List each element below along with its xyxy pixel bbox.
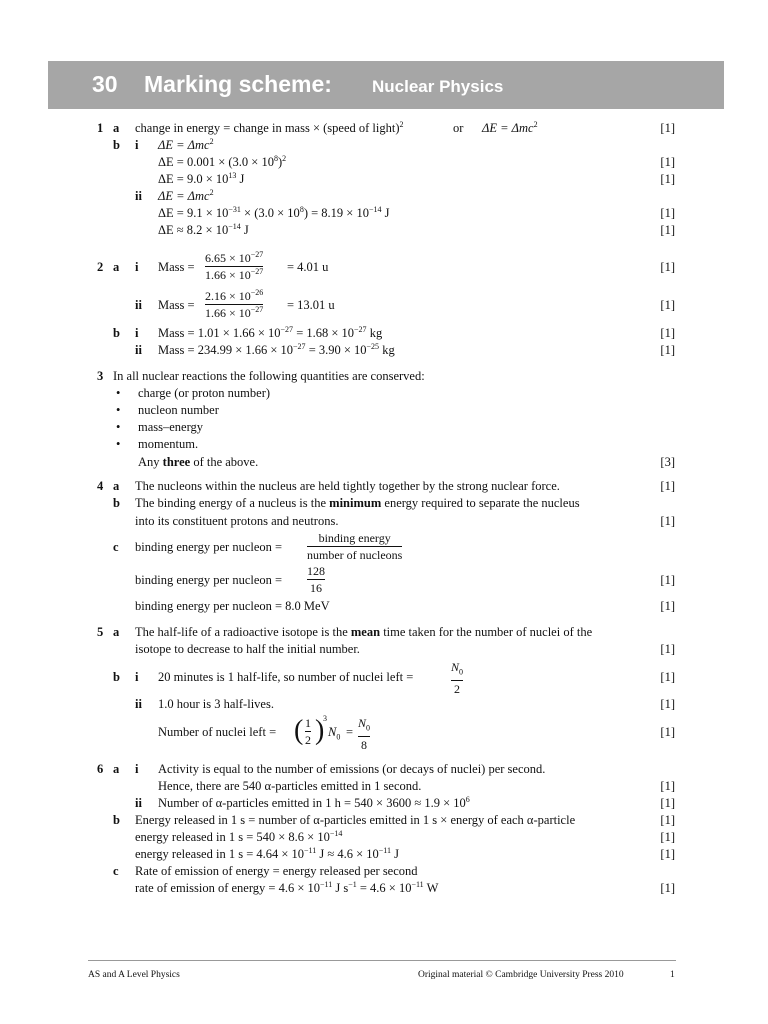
answer-text: binding energy per nucleon =: [135, 573, 283, 587]
answer-text: energy released in 1 $s = 4.64 \times 10^{-11}$ $J \approx 4.6 \times 10^{-11}$ J: [135, 846, 400, 861]
fraction: $6.65 \times 10^{-27}$ $1.66 \times 10^{-27}$: [205, 250, 264, 282]
page-title: Marking scheme:: [144, 71, 332, 97]
part-label: a: [113, 479, 120, 493]
subpart-label: i: [135, 260, 139, 274]
subpart-label: i: [135, 326, 139, 340]
mark: [1]: [660, 697, 675, 711]
mark: [1]: [660, 813, 675, 827]
mark: [1]: [660, 223, 675, 237]
subpart-label: ii: [135, 298, 142, 312]
mark: [1]: [660, 260, 675, 274]
subpart-label: i: [135, 762, 139, 776]
answer-text: =: [346, 725, 354, 739]
answer-text: binding energy per nucleon =: [135, 540, 283, 554]
answer-text: = 4.01 u: [287, 260, 329, 274]
answer-text: isotope to decrease to half the initial number.: [135, 642, 360, 656]
answer-text: Mass =: [158, 260, 195, 274]
part-label: a: [113, 260, 120, 274]
list-item: momentum.: [138, 437, 199, 451]
mark: [1]: [660, 881, 675, 895]
paren-left: (: [294, 715, 304, 746]
fraction: $N_0$ 8: [358, 716, 371, 753]
page-header: [48, 61, 724, 109]
question-number: 5: [97, 625, 104, 639]
answer-text: $\Delta E = 9.0 \times 10^{13}$ J: [158, 171, 245, 186]
fraction: binding energy number of nucleons: [307, 531, 403, 562]
mark: [1]: [660, 642, 675, 656]
answer-text: Any three of the above.: [138, 455, 259, 469]
part-label: a: [113, 762, 120, 776]
question-number: 3: [97, 369, 104, 383]
answer-text: Activity is equal to the number of emissions (or decays of nuclei) per second.: [158, 762, 546, 776]
mark: [1]: [660, 343, 675, 357]
answer-text: 1.0 hour is 3 half-lives.: [158, 697, 274, 711]
answer-text: Number of α-particles emitted in 1 $h = 540 \times 3600 \approx 1.9 \times 10^6$: [158, 795, 470, 810]
mark: [1]: [660, 172, 675, 186]
question-number: 2: [97, 260, 104, 274]
mark: [1]: [660, 599, 675, 613]
answer-text: binding energy per nucleon = 8.0 MeV: [135, 599, 330, 613]
answer-text: Mass = $234.99 \times 1.66 \times 10^{-27} = 3.90 \times 10^{-25}$ kg: [158, 342, 395, 357]
footer-copyright: Original material © Cambridge University Press 2010: [418, 970, 624, 980]
page-subtitle: Nuclear Physics: [372, 77, 504, 96]
mark: [3]: [660, 455, 675, 469]
question-number: 1: [97, 121, 104, 135]
answer-text: The binding energy of a nucleus is the minimum energy required to separate the nucleus: [135, 496, 580, 510]
mark: [1]: [660, 121, 675, 135]
answer-text: The nucleons within the nucleus are held tightly together by the strong nuclear force.: [135, 479, 560, 493]
answer-text: ΔE = Δmc$^2$: [158, 137, 214, 152]
subpart-label: i: [135, 138, 139, 152]
mark: [1]: [660, 155, 675, 169]
exponent: 3: [323, 714, 327, 723]
paren-right: ): [315, 715, 325, 746]
mark: [1]: [660, 514, 675, 528]
bullet: •: [116, 437, 121, 451]
answer-text: Rate of emission of energy = energy released per second: [135, 864, 418, 878]
answer-text: Energy released in 1 s = number of α-particles emitted in 1 s × energy of each α-particle: [135, 813, 576, 827]
fraction: 128 16: [307, 564, 325, 595]
answer-text: or: [453, 121, 464, 135]
part-label: b: [113, 326, 120, 340]
fraction: $2.16 \times 10^{-26}$ $1.66 \times 10^{-27}$: [205, 288, 264, 320]
answer-text: Mass = $1.01 \times 1.66 \times 10^{-27} = 1.68 \times 10^{-27}$ kg: [158, 325, 383, 340]
part-label: a: [113, 121, 120, 135]
answer-text: $\Delta E \approx 8.2 \times 10^{-14}$ J: [158, 222, 249, 237]
subpart-label: ii: [135, 697, 142, 711]
mark: [1]: [660, 796, 675, 810]
part-label: a: [113, 625, 120, 639]
answer-text: Number of nuclei left =: [158, 725, 277, 739]
answer-text: ΔE = Δmc$^2$: [482, 120, 538, 135]
answer-text: 20 minutes is 1 half-life, so number of nuclei left =: [158, 670, 414, 684]
answer-text: into its constituent protons and neutrons.: [135, 514, 339, 528]
mark: [1]: [660, 725, 675, 739]
question-number: 6: [97, 762, 104, 776]
question-number: 4: [97, 479, 104, 493]
part-label: b: [113, 496, 120, 510]
bullet: •: [116, 386, 121, 400]
answer-text: = 13.01 u: [287, 298, 335, 312]
answer-text: Mass =: [158, 298, 195, 312]
bullet: •: [116, 403, 121, 417]
mark: [1]: [660, 298, 675, 312]
answer-text: energy released in 1 $s = 540 \times 8.6 \times 10^{-14}$: [135, 829, 343, 844]
footer-divider: [88, 960, 676, 961]
chapter-number: 30: [92, 71, 118, 97]
mark: [1]: [660, 670, 675, 684]
subpart-label: ii: [135, 343, 142, 357]
page-number: 1: [670, 970, 675, 980]
list-item: mass–energy: [138, 420, 204, 434]
mark: [1]: [660, 573, 675, 587]
answer-text: Hence, there are 540 α-particles emitted in 1 second.: [158, 779, 422, 793]
answer-text: rate of emission of energy = $4.6 \times 10^{-11}$ J $s^{-1} = 4.6 \times 10^{-11}$ W: [135, 880, 439, 895]
answer-text: The half-life of a radioactive isotope is the mean time taken for the number of nuclei of the: [135, 625, 593, 639]
subpart-label: ii: [135, 796, 142, 810]
part-label: c: [113, 864, 119, 878]
part-label: c: [113, 540, 119, 554]
answer-text: change in energy = change in mass × (speed of light)$^2$: [135, 120, 404, 135]
answer-text: ΔE = Δmc$^2$: [158, 188, 214, 203]
answer-text: $\Delta E = 9.1 \times 10^{-31} \times (3.0 \times 10^8) = 8.19 \times 10^{-14}$ J: [158, 205, 390, 220]
mark: [1]: [660, 326, 675, 340]
mark: [1]: [660, 479, 675, 493]
fraction: 1 2: [305, 716, 311, 747]
answer-text: $\Delta E = 0.001 \times (3.0 \times 10^8)^2$: [158, 154, 287, 169]
mark: [1]: [660, 830, 675, 844]
fraction: $N_0$ 2: [451, 660, 464, 697]
bullet: •: [116, 420, 121, 434]
part-label: b: [113, 813, 120, 827]
mark: [1]: [660, 847, 675, 861]
subpart-label: i: [135, 670, 139, 684]
subpart-label: ii: [135, 189, 142, 203]
list-item: charge (or proton number): [138, 386, 271, 400]
answer-text: $N_0$: [328, 725, 341, 742]
answer-text: In all nuclear reactions the following quantities are conserved:: [113, 369, 425, 383]
mark: [1]: [660, 206, 675, 220]
list-item: nucleon number: [138, 403, 219, 417]
part-label: b: [113, 670, 120, 684]
mark: [1]: [660, 779, 675, 793]
footer-left: AS and A Level Physics: [88, 970, 180, 980]
part-label: b: [113, 138, 120, 152]
